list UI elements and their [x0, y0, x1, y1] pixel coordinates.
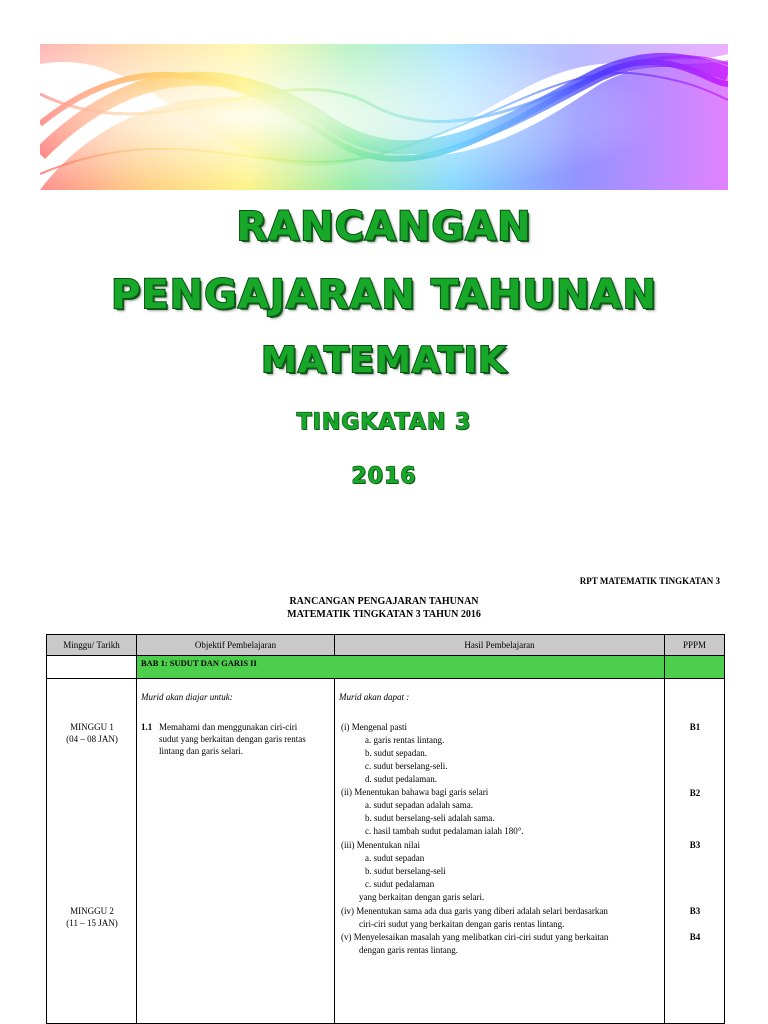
outcome-item: (iii) Menentukan nilai: [341, 840, 420, 850]
cover-subject: MATEMATIK: [261, 340, 507, 381]
outcome-subitem: b. sudut berselang-seli adalah sama.: [365, 813, 495, 823]
cover-title-line1: RANCANGAN: [236, 204, 532, 250]
outcome-subitem: b. sudut berselang-seli: [365, 866, 446, 876]
outcome-continuation: ciri-ciri sudut yang berkaitan dengan garis rentas lintang.: [359, 919, 565, 929]
pppm-code: B1: [689, 722, 701, 732]
document-title-line1: RANCANGAN PENGAJARAN TAHUNAN: [289, 596, 479, 607]
chapter-row: [47, 656, 725, 679]
pppm-code: B3: [689, 906, 701, 916]
objective-line: lintang dan garis selari.: [159, 746, 243, 756]
outcome-intro: Murid akan dapat :: [339, 692, 410, 702]
objective-line: sudut yang berkaitan dengan garis rentas: [159, 734, 306, 744]
decorative-banner: [40, 44, 728, 190]
pppm-cell: [665, 679, 725, 1024]
page-header: RPT MATEMATIK TINGKATAN 3: [579, 576, 720, 586]
pppm-code: B4: [689, 932, 701, 942]
outcome-continuation: yang berkaitan dengan garis selari.: [359, 892, 485, 902]
pppm-code: B3: [689, 840, 701, 850]
outcome-subitem: b. sudut sepadan.: [365, 748, 427, 758]
pppm-code: B2: [689, 788, 701, 798]
rainbow-swirl-graphic: [40, 44, 728, 190]
week-2-label: MINGGU 2: [70, 906, 114, 916]
week-2-dates: (11 – 15 JAN): [66, 918, 118, 928]
document-title-line2: MATEMATIK TINGKATAN 3 TAHUN 2016: [287, 609, 481, 620]
week-1-dates: (04 – 08 JAN): [66, 734, 118, 744]
cover-title-line2: PENGAJARAN TAHUNAN: [111, 272, 657, 318]
outcome-subitem: c. hasil tambah sudut pedalaman ialah 180°.: [365, 826, 524, 836]
cover-year: 2016: [351, 464, 417, 489]
outcome-continuation: dengan garis rentas lintang.: [359, 945, 458, 955]
objective-cell: [137, 679, 335, 1024]
outcome-subitem: a. sudut sepadan adalah sama.: [365, 800, 473, 810]
outcome-cell: [335, 679, 665, 1024]
header-week: Minggu/ Tarikh: [47, 635, 137, 656]
plan-table: [46, 634, 725, 1024]
chapter-title: BAB 1: SUDUT DAN GARIS II: [137, 656, 665, 679]
outcome-item: (iv) Menentukan sama ada dua garis yang diberi adalah selari berdasarkan: [341, 906, 608, 916]
week-1-label: MINGGU 1: [70, 722, 114, 732]
outcome-subitem: d. sudut pedalaman.: [365, 774, 437, 784]
outcome-item: (ii) Menentukan bahawa bagi garis selari: [341, 787, 489, 797]
header-objective: Objektif Pembelajaran: [137, 635, 335, 656]
objective-intro: Murid akan diajar untuk:: [141, 692, 233, 702]
cover-form: TINGKATAN 3: [296, 410, 472, 435]
chapter-row-pppm: [665, 656, 725, 679]
objective-line: Memahami dan menggunakan ciri-ciri: [159, 722, 298, 732]
outcome-subitem: c. sudut berselang-seli.: [365, 761, 448, 771]
outcome-subitem: a. garis rentas lintang.: [365, 735, 445, 745]
header-outcome: Hasil Pembelajaran: [335, 635, 665, 656]
table-header-row: [47, 635, 725, 656]
outcome-item: (v) Menyelesaikan masalah yang melibatkan ciri-ciri sudut yang berkaitan: [341, 932, 609, 942]
table-row: [47, 679, 725, 1024]
header-pppm: PPPM: [665, 635, 725, 656]
outcome-item: (i) Mengenal pasti: [341, 722, 407, 732]
outcome-subitem: a. sudut sepadan: [365, 853, 425, 863]
chapter-row-blank: [47, 656, 137, 679]
outcome-subitem: c. sudut pedalaman: [365, 879, 435, 889]
objective-number: 1.1: [141, 722, 153, 732]
week-cell: [47, 679, 137, 1024]
